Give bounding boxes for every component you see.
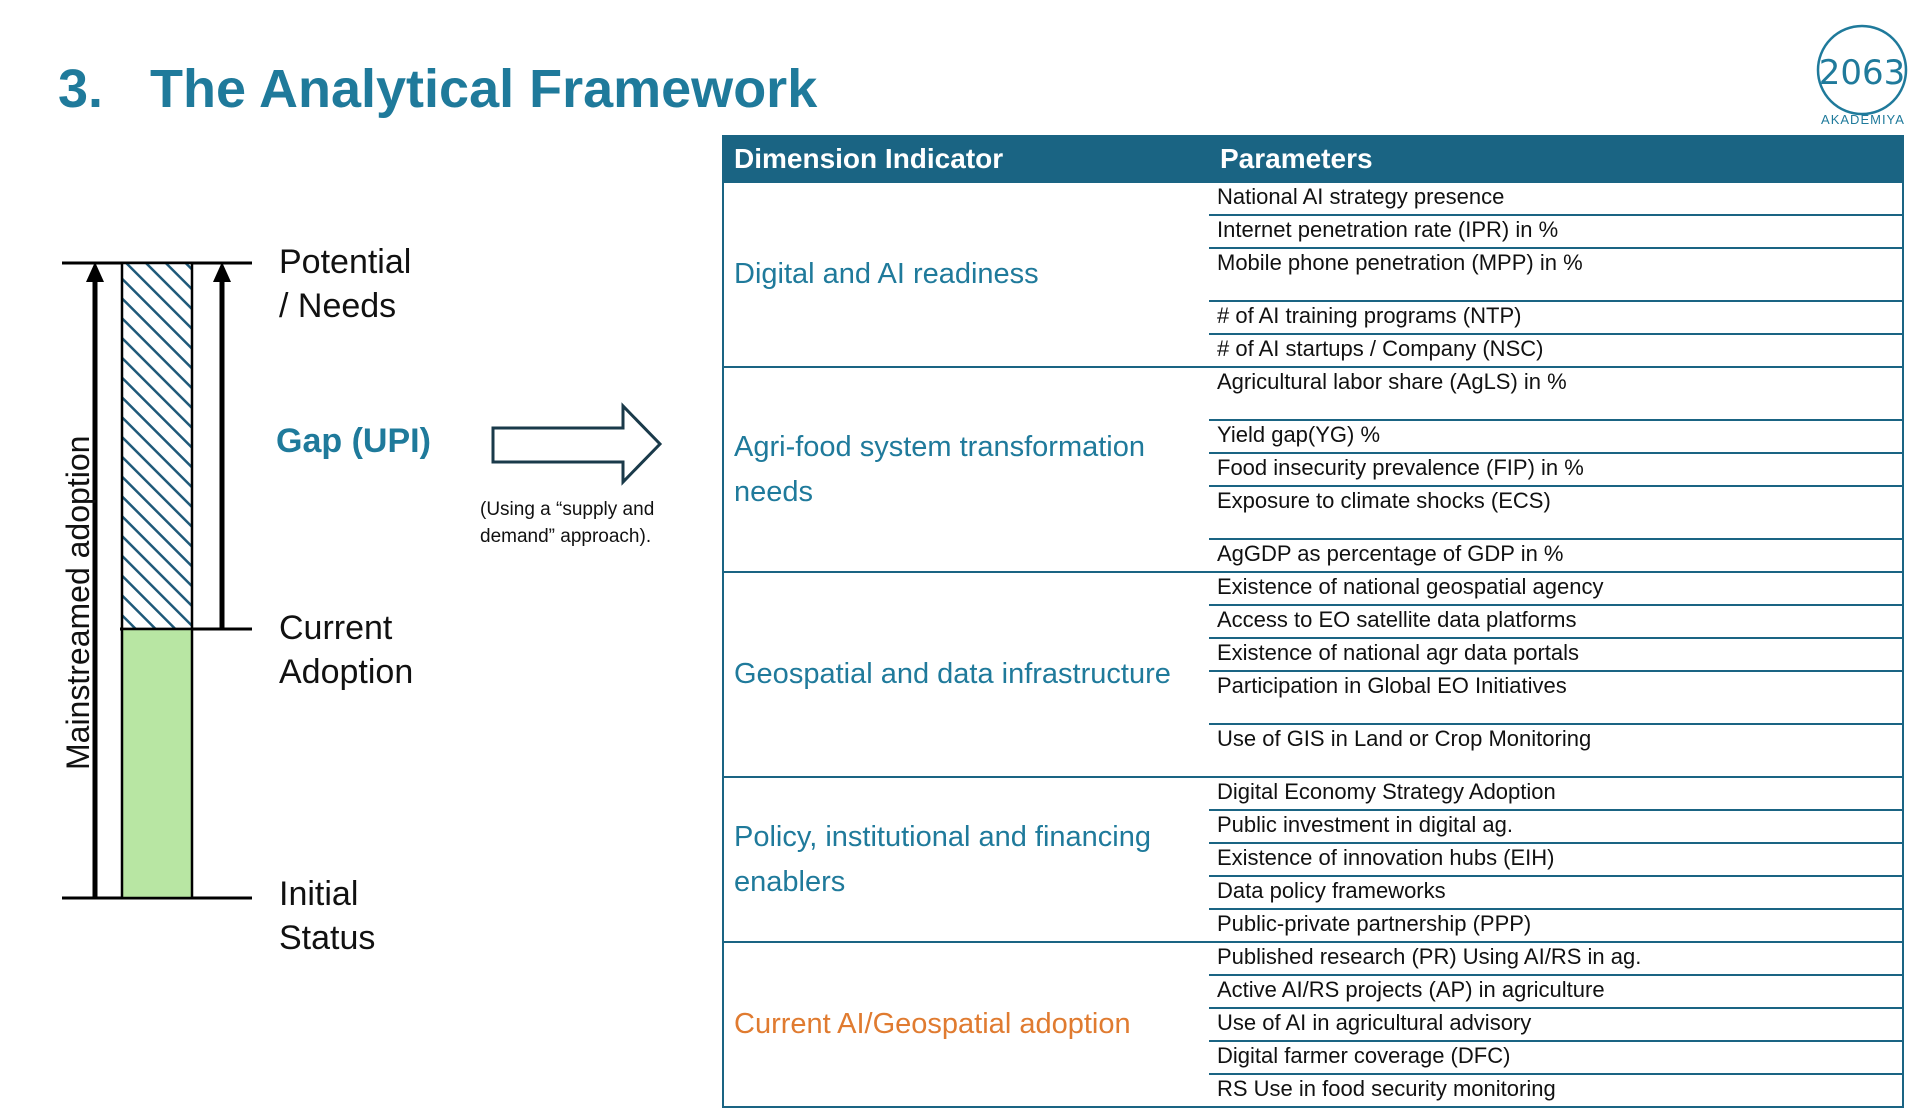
header-parameters: Parameters (1209, 136, 1903, 182)
parameter-cell: Existence of innovation hubs (EIH) (1209, 843, 1903, 876)
parameter-cell: Use of GIS in Land or Crop Monitoring (1209, 724, 1903, 777)
parameter-cell: Digital Economy Strategy Adoption (1209, 777, 1903, 810)
parameter-cell: Agricultural labor share (AgLS) in % (1209, 367, 1903, 420)
parameter-cell: Existence of national agr data portals (1209, 638, 1903, 671)
logo-text: AKADEMIYA (1821, 112, 1905, 127)
dimension-cell: Geospatial and data infrastructure (723, 572, 1209, 777)
initial-status-label: Initial Status (279, 875, 376, 957)
parameter-cell: Access to EO satellite data platforms (1209, 605, 1903, 638)
parameter-cell: Existence of national geospatial agency (1209, 572, 1903, 605)
gap-bar (122, 263, 192, 629)
gap-label: Gap (UPI) (276, 422, 431, 460)
parameter-cell: Internet penetration rate (IPR) in % (1209, 215, 1903, 248)
parameter-cell: AgGDP as percentage of GDP in % (1209, 539, 1903, 572)
parameter-cell: Yield gap(YG) % (1209, 420, 1903, 453)
parameter-cell: Mobile phone penetration (MPP) in % (1209, 248, 1903, 301)
parameter-cell: National AI strategy presence (1209, 182, 1903, 215)
current-adoption-label: Current Adoption (279, 609, 414, 691)
slide-title: The Analytical Framework (150, 59, 818, 119)
dimension-cell: Policy, institutional and financing enablers (723, 777, 1209, 942)
dimension-cell: Digital and AI readiness (723, 182, 1209, 367)
parameter-cell: Food insecurity prevalence (FIP) in % (1209, 453, 1903, 486)
dimension-cell: Current AI/Geospatial adoption (723, 942, 1209, 1107)
table-row (723, 572, 1903, 605)
dimension-cell: Agri-food system transformation needs (723, 367, 1209, 572)
table-row (723, 367, 1903, 420)
potential-label: Potential / Needs (279, 243, 412, 325)
logo-mark: 2063 (1818, 53, 1906, 93)
header-dimension: Dimension Indicator (723, 136, 1209, 182)
mainstreamed-adoption-label: Mainstreamed adoption (60, 435, 96, 770)
parameter-cell: # of AI training programs (NTP) (1209, 301, 1903, 334)
parameter-cell: Digital farmer coverage (DFC) (1209, 1041, 1903, 1074)
parameter-cell: RS Use in food security monitoring (1209, 1074, 1903, 1107)
table-header-row (723, 136, 1903, 182)
table-body (723, 182, 1903, 1107)
parameter-cell: Published research (PR) Using AI/RS in ag. (1209, 942, 1903, 975)
table-row (723, 942, 1903, 975)
parameter-cell: Data policy frameworks (1209, 876, 1903, 909)
parameter-cell: Public investment in digital ag. (1209, 810, 1903, 843)
parameter-cell: Participation in Global EO Initiatives (1209, 671, 1903, 724)
table-row (723, 182, 1903, 215)
parameter-cell: Exposure to climate shocks (ECS) (1209, 486, 1903, 539)
parameter-cell: Public-private partnership (PPP) (1209, 909, 1903, 942)
slide-number: 3. (58, 59, 104, 119)
right-arrow-icon (493, 406, 660, 482)
parameter-cell: Active AI/RS projects (AP) in agriculture (1209, 975, 1903, 1008)
framework-table (722, 135, 1902, 1108)
parameter-cell: Use of AI in agricultural advisory (1209, 1008, 1903, 1041)
adoption-bar (122, 629, 192, 898)
approach-note: (Using a “supply and demand” approach). (480, 499, 655, 547)
parameter-cell: # of AI startups / Company (NSC) (1209, 334, 1903, 367)
table-row (723, 777, 1903, 810)
